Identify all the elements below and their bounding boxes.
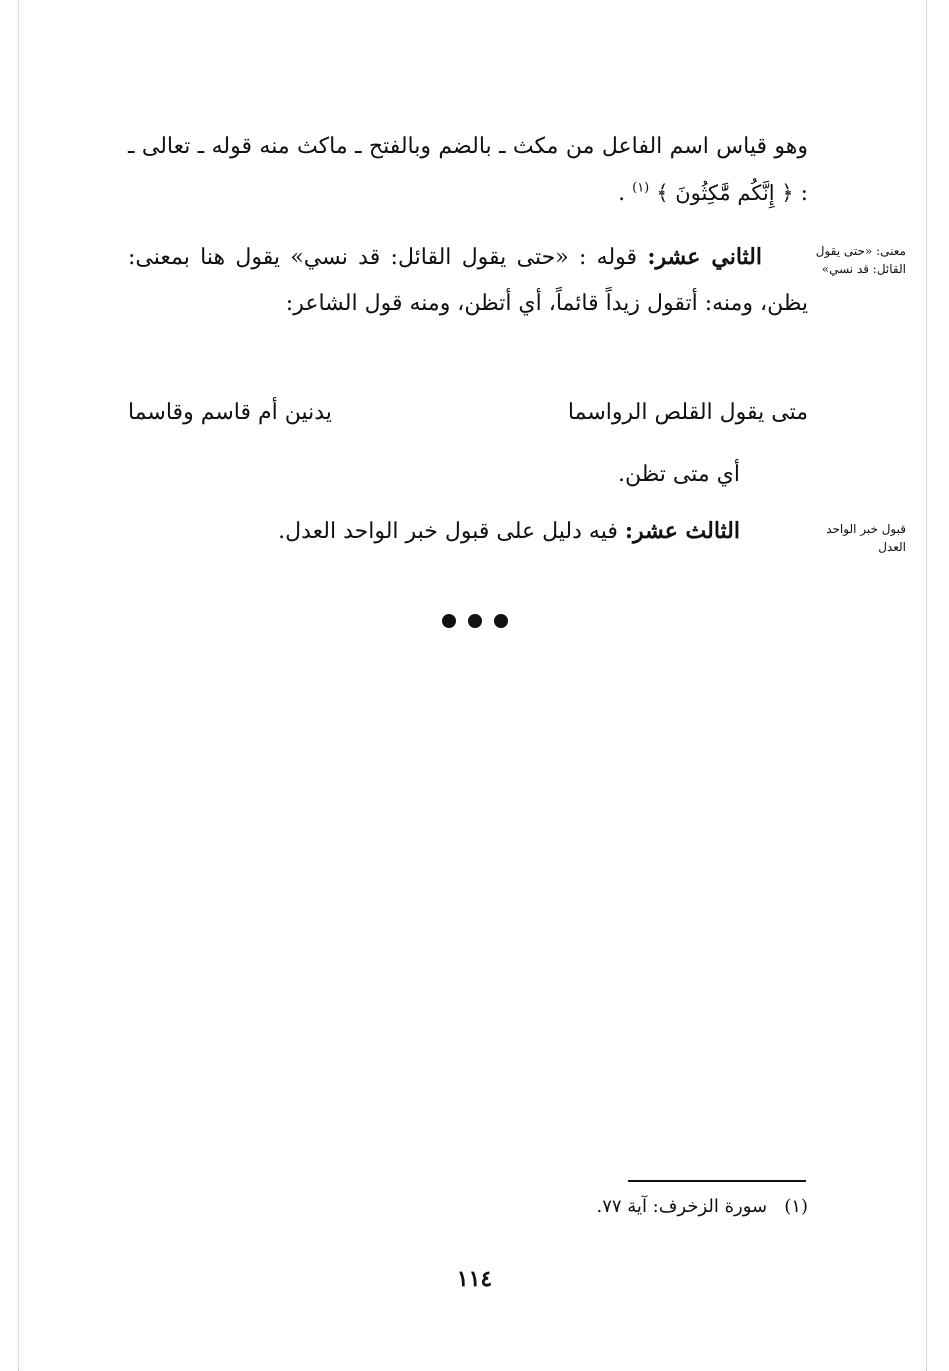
verse-hemistich-second: يدنين أم قاسم وقاسما xyxy=(128,400,332,425)
separator-dot-icon xyxy=(442,614,456,628)
page-number: ١١٤ xyxy=(456,1266,493,1292)
left-dotted-border xyxy=(18,0,19,1371)
footnote-ref: (١) xyxy=(632,180,650,196)
separator-dot-icon xyxy=(494,614,508,628)
separator-dot-icon xyxy=(468,614,482,628)
margin-note-thirteenth: قبول خبر الواحد العدل xyxy=(826,522,906,554)
section-lead-twelfth: الثاني عشر: xyxy=(647,244,762,270)
paragraph-text: قوله : «حتى يقول القائل: قد نسي» يقول هنا بمعنى: يظن، ومنه: أتقول زيداً قائماً، أي أتظن، ومنه قول الشاعر: xyxy=(128,245,808,316)
footnote xyxy=(420,1192,808,1222)
footnote-marker: (١) xyxy=(784,1196,808,1217)
verse-hemistich-first: متى يقول القلص الرواسما xyxy=(567,400,808,425)
quran-quote: ﴿ إِنَّكُم مَّٰكِثُونَ ﴾ xyxy=(656,181,794,205)
section-separator xyxy=(0,612,949,632)
right-dotted-border xyxy=(926,0,927,1371)
paragraph-qiyas xyxy=(128,124,808,217)
verse-explanation: أي متى تظن. xyxy=(618,462,740,487)
footnote-rule xyxy=(628,1180,806,1182)
paragraph-end: . xyxy=(618,181,626,206)
footnote-text: سورة الزخرف: آية ٧٧. xyxy=(596,1196,768,1217)
paragraph-twelfth xyxy=(128,234,808,327)
poetry-verse xyxy=(128,390,808,436)
paragraph-text: فيه دليل على قبول خبر الواحد العدل. xyxy=(278,519,618,544)
section-lead-thirteenth: الثالث عشر: xyxy=(624,518,740,544)
margin-note-twelfth: معنى: «حتى يقول القائل: قد نسي» xyxy=(815,244,906,276)
paragraph-text: وهو قياس اسم الفاعل من مكث ـ بالضم وبالفتح ـ ماكث منه قوله ـ تعالى ـ : xyxy=(128,134,808,206)
paragraph-thirteenth xyxy=(128,508,740,555)
